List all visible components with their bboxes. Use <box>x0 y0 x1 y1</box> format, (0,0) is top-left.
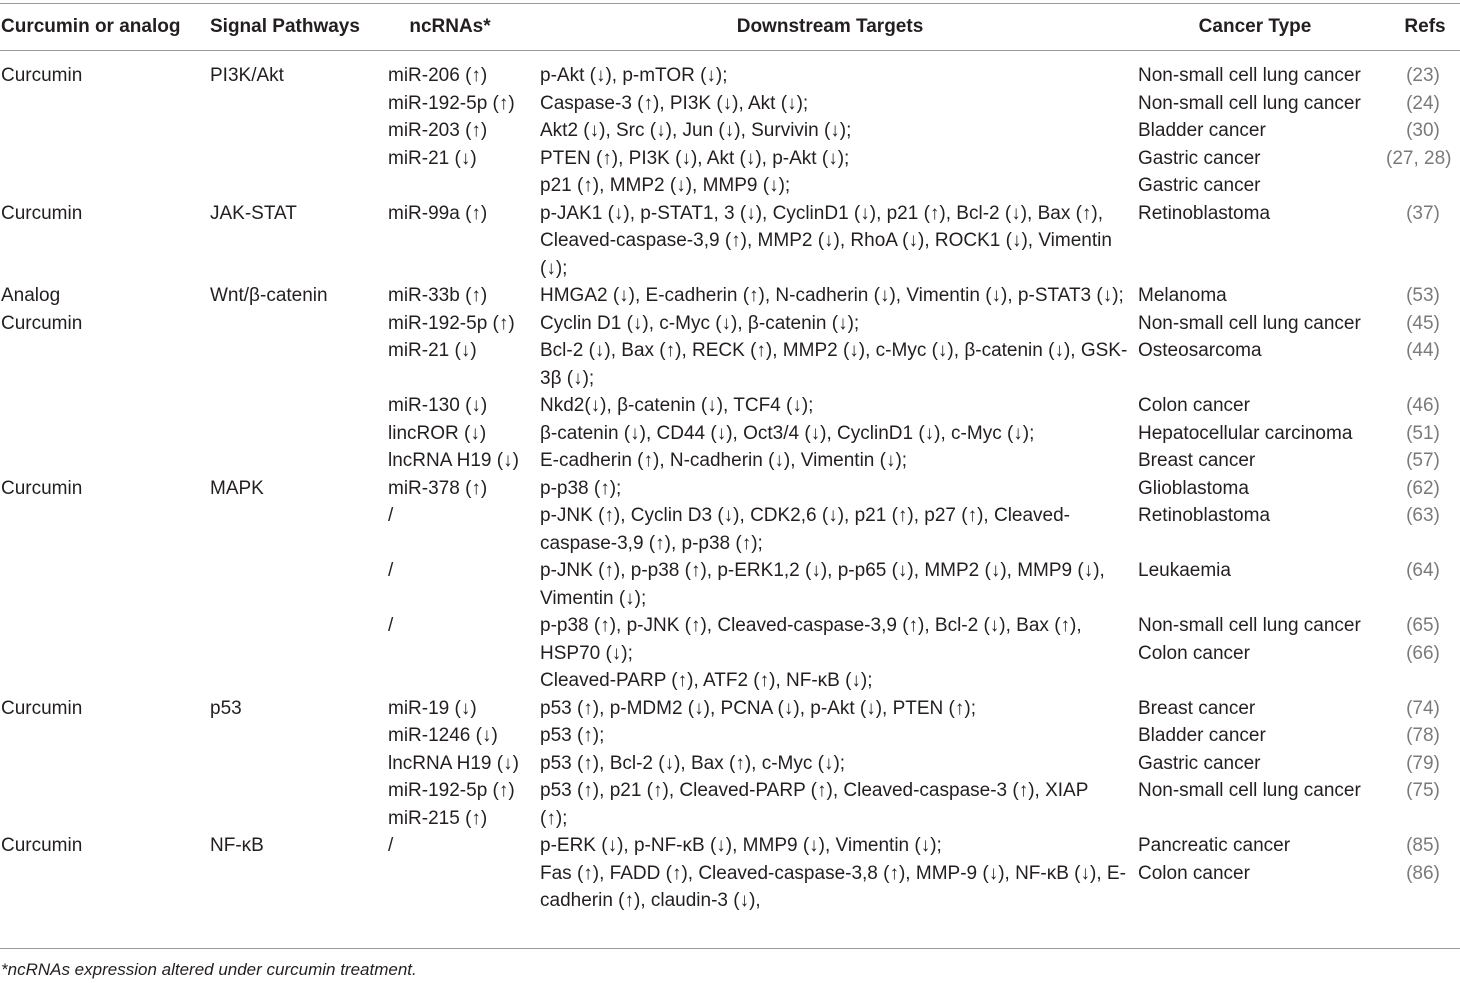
cell-targets: p53 (↑); <box>540 725 605 746</box>
cell-agent <box>0 667 209 695</box>
cell-cancer: Gastric cancer <box>1138 175 1261 196</box>
cell-ncrna: miR-21 (↓) <box>388 147 477 169</box>
bottom-rule <box>0 948 1460 949</box>
header-agent: Curcumin or analog <box>1 16 181 37</box>
cell-cancer: Non-small cell lung cancer <box>1138 780 1361 801</box>
table-row <box>0 90 1460 118</box>
cell-ncrna: miR-130 (↓) <box>388 395 488 416</box>
cell-cancer: Breast cancer <box>1138 450 1256 471</box>
table-row <box>0 117 1460 145</box>
cell-agent <box>0 557 209 612</box>
cell-agent <box>0 90 209 118</box>
cell-ncrna: lncRNA H19 (↓) <box>388 450 519 471</box>
cell-cancer: Bladder cancer <box>1138 725 1266 746</box>
cell-targets: p-Akt (↓), p-mTOR (↓); <box>540 65 728 86</box>
cell-agent: Curcumin <box>1 477 83 499</box>
cell-agent <box>0 145 209 173</box>
footnote: *ncRNAs expression altered under curcumin treatment. <box>1 960 417 979</box>
cell-cancer <box>1138 805 1386 833</box>
cell-ncrna <box>388 640 540 668</box>
header-cancer: Cancer Type <box>1198 16 1312 37</box>
cell-pathway <box>209 447 388 475</box>
cell-pathway <box>209 502 388 557</box>
cell-targets: p53 (↑), Bcl-2 (↓), Bax (↑), c-Myc (↓); <box>540 752 846 774</box>
cell-ncrna <box>388 172 540 200</box>
cell-ncrna <box>388 860 540 915</box>
cell-targets: HMGA2 (↓), E-cadherin (↑), N-cadherin (↓), Vimentin (↓), p-STAT3 (↓); <box>540 285 1124 306</box>
cell-refs: (63) <box>1406 505 1440 526</box>
table-row <box>0 722 1460 750</box>
cell-targets: Cleaved-PARP (↑), ATF2 (↑), NF-κB (↓); <box>540 670 873 691</box>
header-targets: Downstream Targets <box>736 16 924 37</box>
cell-targets: p21 (↑), MMP2 (↓), MMP9 (↓); <box>540 175 791 196</box>
cell-ncrna: / <box>388 835 394 856</box>
cell-agent <box>0 337 209 392</box>
cell-pathway <box>209 172 388 200</box>
cell-ncrna: miR-192-5p (↑) <box>388 92 515 114</box>
cell-cancer: Retinoblastoma <box>1138 202 1271 224</box>
cell-cancer: Non-small cell lung cancer <box>1138 615 1361 636</box>
cell-targets: Cyclin D1 (↓), c-Myc (↓), β-catenin (↓); <box>540 312 860 334</box>
cell-cancer: Non-small cell lung cancer <box>1138 92 1361 114</box>
cell-targets: p-JNK (↑), Cyclin D3 (↓), CDK2,6 (↓), p21 (↑), p27 (↑), Cleaved-caspase-3,9 (↑), p-p38 (↑); <box>540 505 1071 554</box>
cell-agent: Curcumin <box>1 312 83 334</box>
cell-agent: Curcumin <box>1 202 83 224</box>
cell-refs: (24) <box>1406 92 1440 114</box>
cell-pathway <box>209 145 388 173</box>
cell-agent <box>0 172 209 200</box>
cell-ncrna: miR-192-5p (↑) <box>388 312 515 334</box>
cell-cancer: Pancreatic cancer <box>1138 835 1291 856</box>
table-row <box>0 612 1460 640</box>
table-row <box>0 640 1460 668</box>
cell-targets: Fas (↑), FADD (↑), Cleaved-caspase-3,8 (↑), MMP-9 (↓), NF-κB (↓), E-cadherin (↑), claudin-3 (↓), <box>540 862 1126 911</box>
cell-ncrna: miR-33b (↑) <box>388 285 488 306</box>
table-body <box>0 62 1460 915</box>
cell-refs: (44) <box>1406 340 1440 361</box>
cell-refs: (46) <box>1406 395 1440 416</box>
cell-agent <box>0 805 209 833</box>
cell-targets: β-catenin (↓), CD44 (↓), Oct3/4 (↓), CyclinD1 (↓), c-Myc (↓); <box>540 422 1035 444</box>
cell-pathway <box>209 667 388 695</box>
cell-cancer: Colon cancer <box>1138 642 1250 664</box>
cell-cancer: Colon cancer <box>1138 395 1250 416</box>
cell-pathway <box>209 557 388 612</box>
cell-ncrna: miR-21 (↓) <box>388 340 477 361</box>
cell-ncrna <box>388 667 540 695</box>
cell-targets: p53 (↑), p-MDM2 (↓), PCNA (↓), p-Akt (↓), PTEN (↑); <box>540 697 976 719</box>
cell-targets: Caspase-3 (↑), PI3K (↓), Akt (↓); <box>540 92 809 114</box>
table-row <box>0 337 1460 392</box>
cell-refs: (74) <box>1406 697 1440 719</box>
cell-agent <box>0 117 209 145</box>
cell-targets: p-p38 (↑), p-JNK (↑), Cleaved-caspase-3,9 (↑), Bcl-2 (↓), Bax (↑), <box>540 615 1082 636</box>
cell-refs: (62) <box>1406 477 1440 499</box>
header-ncrna: ncRNAs* <box>409 16 491 37</box>
header-refs: Refs <box>1404 16 1446 37</box>
cell-targets: Akt2 (↓), Src (↓), Jun (↓), Survivin (↓); <box>540 120 852 141</box>
cell-pathway: NF-κB <box>210 835 264 856</box>
header-pathway: Signal Pathways <box>210 16 360 37</box>
table-row <box>0 750 1460 778</box>
cell-cancer: Gastric cancer <box>1138 752 1261 774</box>
cell-targets: p-ERK (↓), p-NF-κB (↓), MMP9 (↓), Vimentin (↓); <box>540 835 942 856</box>
cell-pathway <box>209 612 388 640</box>
cell-agent <box>0 722 209 750</box>
cell-agent <box>0 447 209 475</box>
cell-refs <box>1386 172 1460 200</box>
table-row <box>0 200 1460 283</box>
cell-agent <box>0 777 209 805</box>
cell-ncrna: miR-378 (↑) <box>388 477 488 499</box>
cell-cancer: Glioblastoma <box>1138 477 1249 499</box>
cell-ncrna: / <box>388 560 394 581</box>
cell-refs: (23) <box>1406 65 1440 86</box>
cell-refs: (57) <box>1406 450 1440 471</box>
table-row <box>0 557 1460 612</box>
cell-refs: (66) <box>1406 642 1440 664</box>
cell-ncrna: miR-192-5p (↑) <box>388 780 515 801</box>
cell-targets: PTEN (↑), PI3K (↓), Akt (↓), p-Akt (↓); <box>540 147 850 169</box>
cell-targets: E-cadherin (↑), N-cadherin (↓), Vimentin (↓); <box>540 450 908 471</box>
table-row <box>0 392 1460 420</box>
cell-ncrna: miR-1246 (↓) <box>388 725 498 746</box>
top-rule <box>0 3 1460 4</box>
cell-pathway <box>209 750 388 778</box>
cell-pathway <box>209 117 388 145</box>
cell-targets: p53 (↑), p21 (↑), Cleaved-PARP (↑), Cleaved-caspase-3 (↑), XIAP <box>540 780 1089 801</box>
cell-refs: (75) <box>1406 780 1440 801</box>
cell-refs: (53) <box>1406 285 1440 306</box>
cell-pathway <box>209 392 388 420</box>
cell-pathway <box>209 777 388 805</box>
cell-cancer <box>1138 667 1386 695</box>
cell-pathway <box>209 310 388 338</box>
cell-cancer: Non-small cell lung cancer <box>1138 65 1361 86</box>
cell-agent <box>0 502 209 557</box>
cell-pathway: Wnt/β-catenin <box>210 285 328 306</box>
cell-refs: (30) <box>1406 120 1440 141</box>
cell-pathway: PI3K/Akt <box>210 65 284 86</box>
cell-targets: (↑); <box>540 807 568 829</box>
cell-ncrna: lincROR (↓) <box>388 422 487 444</box>
cell-cancer: Breast cancer <box>1138 697 1256 719</box>
table-row <box>0 805 1460 833</box>
cell-refs <box>1386 667 1460 695</box>
cell-pathway <box>209 337 388 392</box>
cell-ncrna: miR-203 (↑) <box>388 120 488 141</box>
cell-agent <box>0 420 209 448</box>
table-row <box>0 447 1460 475</box>
cell-refs: (64) <box>1406 560 1440 581</box>
table-row <box>0 832 1460 860</box>
cell-pathway <box>209 805 388 833</box>
table-row <box>0 502 1460 557</box>
cell-agent <box>0 860 209 915</box>
cell-targets: Nkd2(↓), β-catenin (↓), TCF4 (↓); <box>540 395 814 416</box>
cell-pathway <box>209 90 388 118</box>
header-rule <box>0 50 1460 51</box>
cell-cancer: Non-small cell lung cancer <box>1138 312 1361 334</box>
table-row <box>0 172 1460 200</box>
cell-agent <box>0 750 209 778</box>
cell-refs: (37) <box>1406 202 1440 224</box>
cell-ncrna: miR-215 (↑) <box>388 807 488 829</box>
table-row <box>0 62 1460 90</box>
cell-cancer: Colon cancer <box>1138 862 1250 884</box>
cell-cancer: Retinoblastoma <box>1138 505 1271 526</box>
cell-pathway <box>209 722 388 750</box>
cell-ncrna: lncRNA H19 (↓) <box>388 752 519 774</box>
cell-refs <box>1386 805 1460 833</box>
cell-cancer: Melanoma <box>1138 285 1227 306</box>
cell-agent <box>0 392 209 420</box>
table-row <box>0 310 1460 338</box>
cell-cancer: Hepatocellular carcinoma <box>1138 422 1353 444</box>
cell-agent: Curcumin <box>1 835 83 856</box>
cell-refs: (65) <box>1406 615 1440 636</box>
cell-targets: p-JNK (↑), p-p38 (↑), p-ERK1,2 (↓), p-p65 (↓), MMP2 (↓), MMP9 (↓), Vimentin (↓); <box>540 560 1105 609</box>
table-row <box>0 860 1460 915</box>
table-row <box>0 667 1460 695</box>
table-row <box>0 420 1460 448</box>
cell-refs: (45) <box>1406 312 1440 334</box>
cell-refs: (27, 28) <box>1386 147 1452 169</box>
cell-agent: Curcumin <box>1 697 83 719</box>
cell-agent: Analog <box>1 285 61 306</box>
cell-cancer: Bladder cancer <box>1138 120 1266 141</box>
cell-cancer: Osteosarcoma <box>1138 340 1262 361</box>
cell-cancer: Leukaemia <box>1138 560 1231 581</box>
cell-refs: (51) <box>1406 422 1440 444</box>
cell-agent <box>0 612 209 640</box>
cell-refs: (78) <box>1406 725 1440 746</box>
cell-ncrna: / <box>388 615 394 636</box>
cell-refs: (85) <box>1406 835 1440 856</box>
cell-pathway <box>209 860 388 915</box>
cell-agent <box>0 640 209 668</box>
cell-pathway <box>209 640 388 668</box>
cell-ncrna: / <box>388 505 394 526</box>
cell-targets: p-JAK1 (↓), p-STAT1, 3 (↓), CyclinD1 (↓), p21 (↑), Bcl-2 (↓), Bax (↑), Cleaved-caspase-3,9 (↑), MMP2 (↓), RhoA (↓), ROCK1 (↓), Vimentin (↓); <box>540 202 1112 279</box>
table-row <box>0 145 1460 173</box>
table-row <box>0 695 1460 723</box>
table-row <box>0 282 1460 310</box>
cell-targets: HSP70 (↓); <box>540 642 633 664</box>
cell-pathway: p53 <box>210 697 242 719</box>
cell-refs: (86) <box>1406 862 1440 884</box>
cell-ncrna: miR-206 (↑) <box>388 65 488 86</box>
cell-ncrna: miR-19 (↓) <box>388 697 477 719</box>
cell-pathway <box>209 420 388 448</box>
cell-ncrna: miR-99a (↑) <box>388 202 488 224</box>
cell-pathway: JAK-STAT <box>210 202 297 224</box>
table-row <box>0 777 1460 805</box>
cell-agent: Curcumin <box>1 65 83 86</box>
cell-refs: (79) <box>1406 752 1440 774</box>
cell-cancer: Gastric cancer <box>1138 147 1261 169</box>
table-row <box>0 475 1460 503</box>
cell-targets: Bcl-2 (↓), Bax (↑), RECK (↑), MMP2 (↓), c-Myc (↓), β-catenin (↓), GSK-3β (↓); <box>540 340 1128 389</box>
cell-targets: p-p38 (↑); <box>540 477 622 499</box>
cell-pathway: MAPK <box>210 477 264 499</box>
